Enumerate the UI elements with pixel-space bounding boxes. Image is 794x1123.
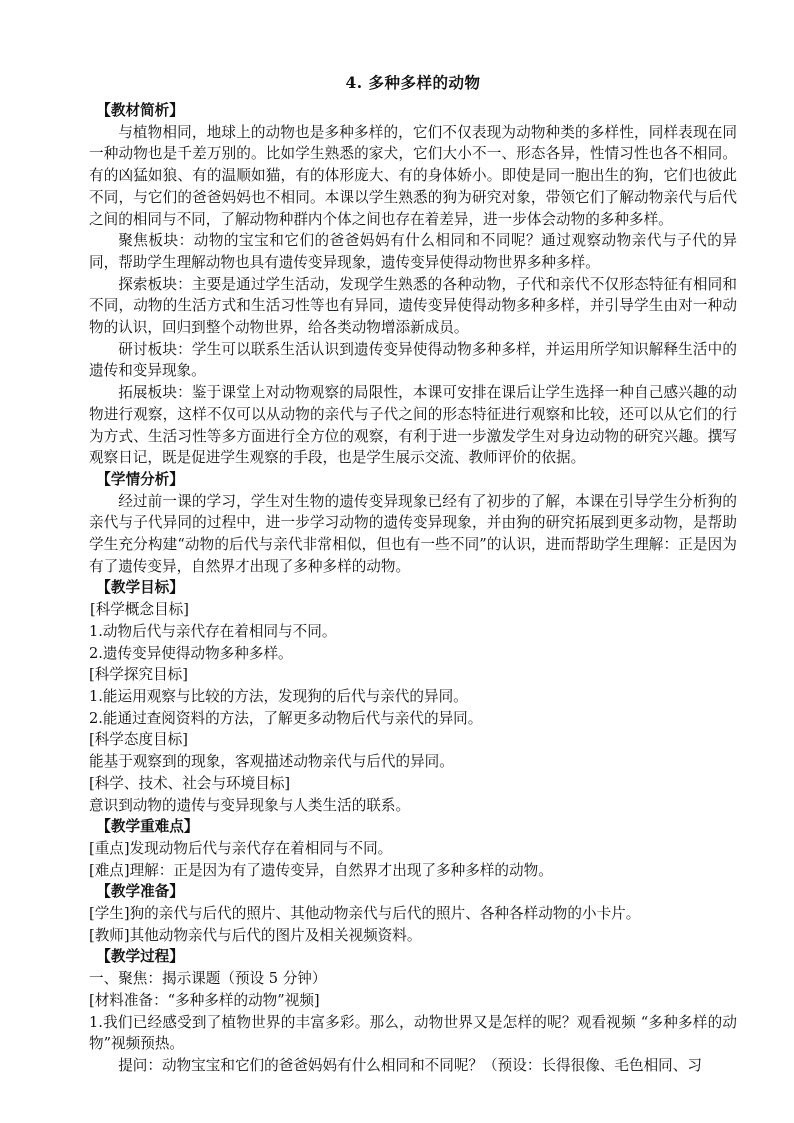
paragraph: 聚焦板块：动物的宝宝和它们的爸爸妈妈有什么相同和不同呢？通过观察动物亲代与子代的异同，帮助学生理解动物也具有遗传变异现象，遗传变异使得动物世界多种多样。 xyxy=(89,232,737,271)
section-heading-preparation: 【教学准备】 xyxy=(96,883,184,901)
objective-item: 1.能运用观察与比较的方法，发现狗的后代与亲代的异同。 xyxy=(89,687,468,705)
section-heading-process: 【教学过程】 xyxy=(96,948,184,966)
objective-item: 1.动物后代与亲代存在着相同与不同。 xyxy=(89,622,337,640)
objective-item: 能基于观察到的现象，客观描述动物亲代与后代的异同。 xyxy=(89,753,454,771)
process-step: 1.我们已经感受到了植物世界的丰富多彩。那么，动物世界又是怎样的呢？观看视频 “多种多样的动物”视频预热。 xyxy=(89,1013,737,1053)
process-question: 提问：动物宝宝和它们的爸爸妈妈有什么相同和不同呢？（预设：长得很像、毛色相同、习 xyxy=(118,1056,702,1074)
paragraph: 探索板块：主要是通过学生活动，发现学生熟悉的各种动物，子代和亲代不仅形态特征有相同和不同，动物的生活方式和生活习性等也有异同，遗传变异使得动物多种多样，并引导学生由对一种动物的认识，回归到整个动物世界，给各类动物增添新成员。 xyxy=(89,275,737,337)
preparation-item: [学生]狗的亲代与后代的照片、其他动物亲代与后代的照片、各种各样动物的小卡片。 xyxy=(89,905,641,923)
paragraph: 与植物相同，地球上的动物也是多种多样的，它们不仅表现为动物种类的多样性，同样表现在同一种动物也是千差万别的。比如学生熟悉的家犬，它们大小不一、形态各异，性情习性也各不相同。有的凶猛如狼、有的温顺如猫，有的体形庞大、有的身体娇小。即使是同一胞出生的狗，它们也彼此不同，与它们的爸爸妈妈也不相同。本课以学生熟悉的狗为研究对象，带领它们了解动物亲代与后代之间的相同与不同，了解动物种群内个体之间也存在着差异，进一步体会动物的多种多样。 xyxy=(89,123,737,228)
paragraph: 经过前一课的学习，学生对生物的遗传变异现象已经有了初步的了解，本课在引导学生分析狗的亲代与子代异同的过程中，进一步学习动物的遗传变异现象，并由狗的研究拓展到更多动物，是帮助学生充分构建“动物的后代与亲代非常相似，但也有一些不同”的认识，进而帮助学生理解：正是因为有了遗传变异，自然界才出现了多种多样的动物。 xyxy=(89,492,737,575)
objective-label: [科学态度目标] xyxy=(89,731,188,749)
key-point: [重点]发现动物后代与亲代存在着相同与不同。 xyxy=(89,839,393,857)
paragraph: 研讨板块：学生可以联系生活认识到遗传变异使得动物多种多样，并运用所学知识解释生活中的遗传和变异现象。 xyxy=(89,340,737,380)
process-step: 一、聚焦：揭示课题（预设 5 分钟） xyxy=(89,970,327,988)
objective-label: [科学探究目标] xyxy=(89,666,188,684)
process-material: [材料准备：“多种多样的动物”视频] xyxy=(89,991,320,1009)
objective-item: 意识到动物的遗传与变异现象与人类生活的联系。 xyxy=(89,796,411,814)
section-heading-key-points: 【教学重难点】 xyxy=(96,818,199,836)
objective-item: 2.能通过查阅资料的方法，了解更多动物后代与亲代的异同。 xyxy=(89,709,483,727)
objective-label: [科学概念目标] xyxy=(90,601,189,619)
objective-label: [科学、技术、社会与环境目标] xyxy=(89,774,291,792)
preparation-item: [教师]其他动物亲代与后代的图片及相关视频资料。 xyxy=(89,926,422,944)
objective-item: 2.遗传变异使得动物多种多样。 xyxy=(89,644,293,662)
paragraph: 拓展板块：鉴于课堂上对动物观察的局限性，本课可安排在课后让学生选择一种自己感兴趣的动物进行观察，这样不仅可以从动物的亲代与子代之间的形态特征进行观察和比较，还可以从它们的行为方式、生活习性等多方面进行全方位的观察，有利于进一步激发学生对身边动物的研究兴趣。撰写观察日记，既是促进学生观察的手段，也是学生展示交流、教师评价的依据。 xyxy=(89,384,737,467)
document-page xyxy=(89,72,737,1077)
difficult-point: [难点]理解：正是因为有了遗传变异，自然界才出现了多种多样的动物。 xyxy=(89,861,553,879)
page-title: 4. 多种多样的动物 xyxy=(345,73,481,92)
section-heading-textbook-analysis: 【教材简析】 xyxy=(96,102,184,119)
section-heading-objectives: 【教学目标】 xyxy=(96,579,184,597)
section-heading-learner-analysis: 【学情分析】 xyxy=(96,470,184,488)
